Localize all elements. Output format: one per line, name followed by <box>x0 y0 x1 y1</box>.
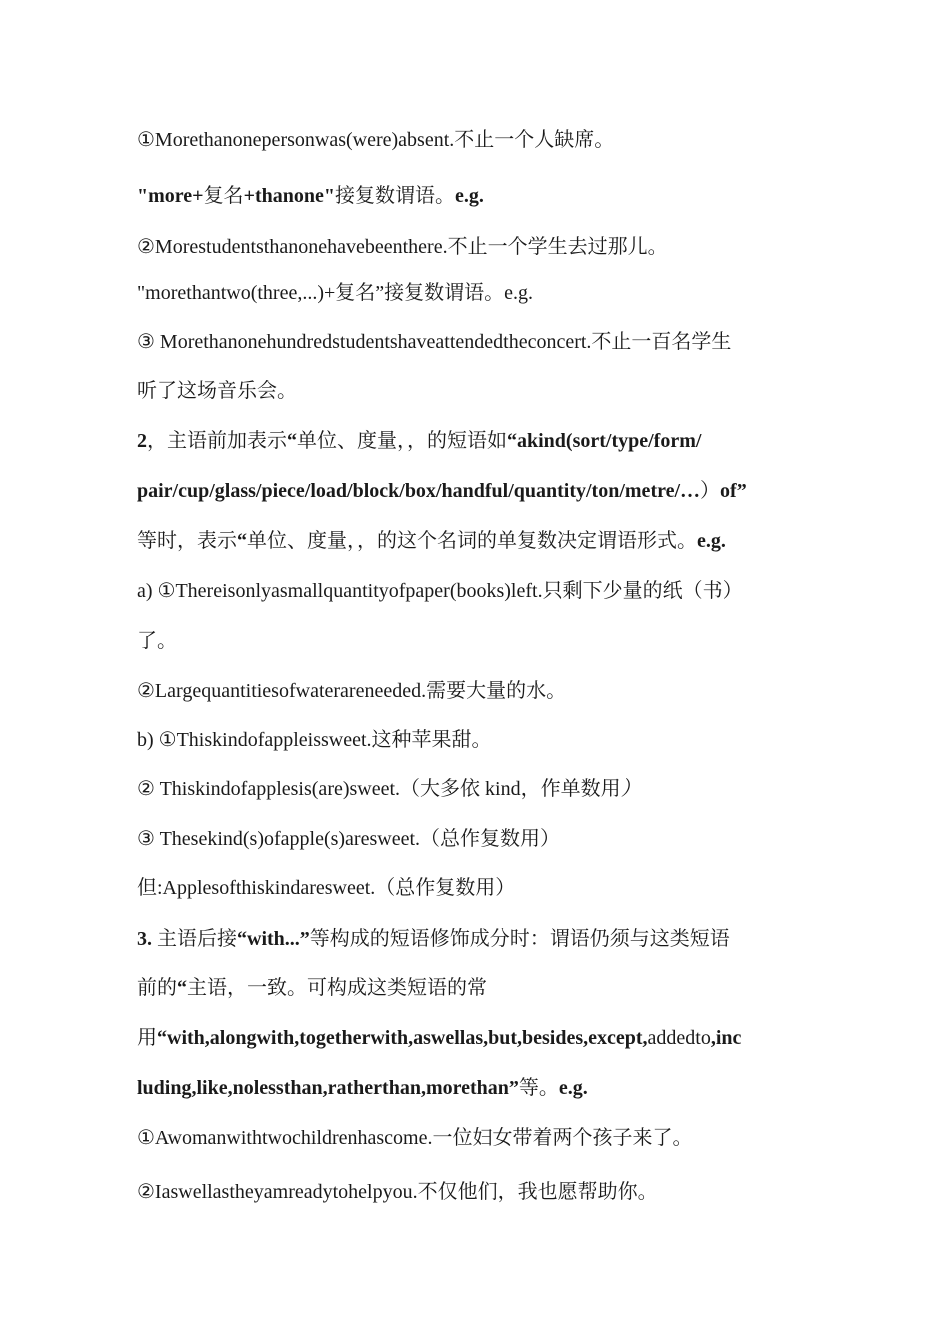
line-segment: 主语，一致。可构成这类短语的常 <box>187 977 487 999</box>
line-text: ③ Thesekind(s)ofapple(s)aresweet.（总作复数用） <box>137 828 561 850</box>
line-segment: 接复数谓语。 <box>334 185 455 207</box>
text-line-14 <box>137 776 827 802</box>
line-text: ①Morethanonepersonwas(were)absent.不止一个人缺席。 <box>137 129 615 151</box>
text-line-16 <box>137 875 827 901</box>
text-line-7 <box>137 428 827 454</box>
line-segment: e.g. <box>697 530 726 552</box>
text-line-13 <box>137 727 827 753</box>
line-segment: 等。 <box>518 1077 559 1099</box>
text-line-21 <box>137 1125 827 1151</box>
line-segment: 3. <box>137 928 152 950</box>
text-line-20 <box>137 1075 827 1101</box>
line-segment: ，主语前加表示 <box>147 430 287 452</box>
line-segment: “ <box>237 530 247 552</box>
text-line-3 <box>137 234 827 260</box>
text-line-17 <box>137 926 827 952</box>
line-segment: e.g. <box>454 185 484 207</box>
line-segment: 单位、度量，，的短语如 <box>297 430 507 452</box>
line-segment: “ <box>177 977 187 999</box>
text-line-6 <box>137 378 827 404</box>
line-text: ②Largequantitiesofwaterareneeded.需要大量的水。 <box>137 680 567 702</box>
line-segment: of” <box>720 480 747 502</box>
text-line-2 <box>137 183 827 209</box>
line-text: ②Morestudentsthanonehavebeenthere.不止一个学生去过那儿。 <box>137 236 668 258</box>
text-line-12 <box>137 678 827 704</box>
line-text: b) ①Thiskindofappleissweet.这种苹果甜。 <box>137 729 492 751</box>
line-segment: “with...” <box>237 928 310 950</box>
line-text: a) ①Thereisonlyasmallquantityofpaper(books)left.只剩下少量的纸（书） <box>137 580 743 602</box>
text-line-22 <box>137 1179 827 1205</box>
line-segment: ） <box>700 480 721 502</box>
line-segment: e.g. <box>558 1077 588 1099</box>
line-segment: ,inc <box>710 1027 742 1049</box>
text-line-10 <box>137 578 827 604</box>
line-segment: 等构成的短语修饰成分时：谓语仍须与这类短语 <box>309 928 730 950</box>
line-text: ①Awomanwithtwochildrenhascome.一位妇女带着两个孩子来了。 <box>137 1127 693 1149</box>
line-text: 听了这场音乐会。 <box>137 380 297 402</box>
line-segment: ② Thiskindofapplesis(are)sweet.（大多依 kind，作单数用 <box>137 778 621 800</box>
line-segment: 复名 <box>203 185 244 207</box>
text-line-18 <box>137 975 827 1001</box>
line-segment: 前的 <box>137 977 177 999</box>
text-line-9 <box>137 528 827 554</box>
text-line-15 <box>137 826 827 852</box>
line-segment: “with,alongwith,togetherwith,aswellas,but,besides,except, <box>157 1027 648 1049</box>
line-text: 但:Applesofthiskindaresweet.（总作复数用） <box>137 877 516 899</box>
text-line-1 <box>137 127 827 153</box>
line-text: "morethantwo(three,...)+复名”接复数谓语。e.g. <box>137 282 534 304</box>
line-text: 了。 <box>137 630 177 652</box>
line-segment: +thanone" <box>243 185 335 207</box>
line-segment: 2 <box>137 430 147 452</box>
text-line-8 <box>137 478 827 504</box>
line-segment: 等时，表示 <box>137 530 237 552</box>
line-text: ③ Morethanonehundredstudentshaveattendedtheconcert.不止一百名学生 <box>137 331 732 353</box>
line-segment: “ <box>287 430 297 452</box>
line-segment: 主语后接 <box>152 928 237 950</box>
text-line-4 <box>137 280 827 306</box>
line-segment: luding,like,nolessthan,ratherthan,morethan” <box>137 1077 519 1099</box>
line-segment: 单位、度量，，的这个名词的单复数决定谓语形式。 <box>247 530 697 552</box>
line-segment: addedto <box>647 1027 711 1049</box>
line-segment: "more+ <box>137 185 204 207</box>
text-line-5 <box>137 329 827 355</box>
line-text: ②Iaswellastheyamreadytohelpyou.不仅他们，我也愿帮助你。 <box>137 1181 658 1203</box>
line-segment: pair/cup/glass/piece/load/block/box/handful/quantity/ton/metre/… <box>137 480 701 502</box>
line-segment: 用 <box>137 1027 157 1049</box>
text-line-11 <box>137 628 827 654</box>
text-line-19 <box>137 1025 827 1051</box>
line-segment: ） <box>620 778 641 800</box>
line-segment: “akind(sort/type/form/ <box>507 430 702 452</box>
